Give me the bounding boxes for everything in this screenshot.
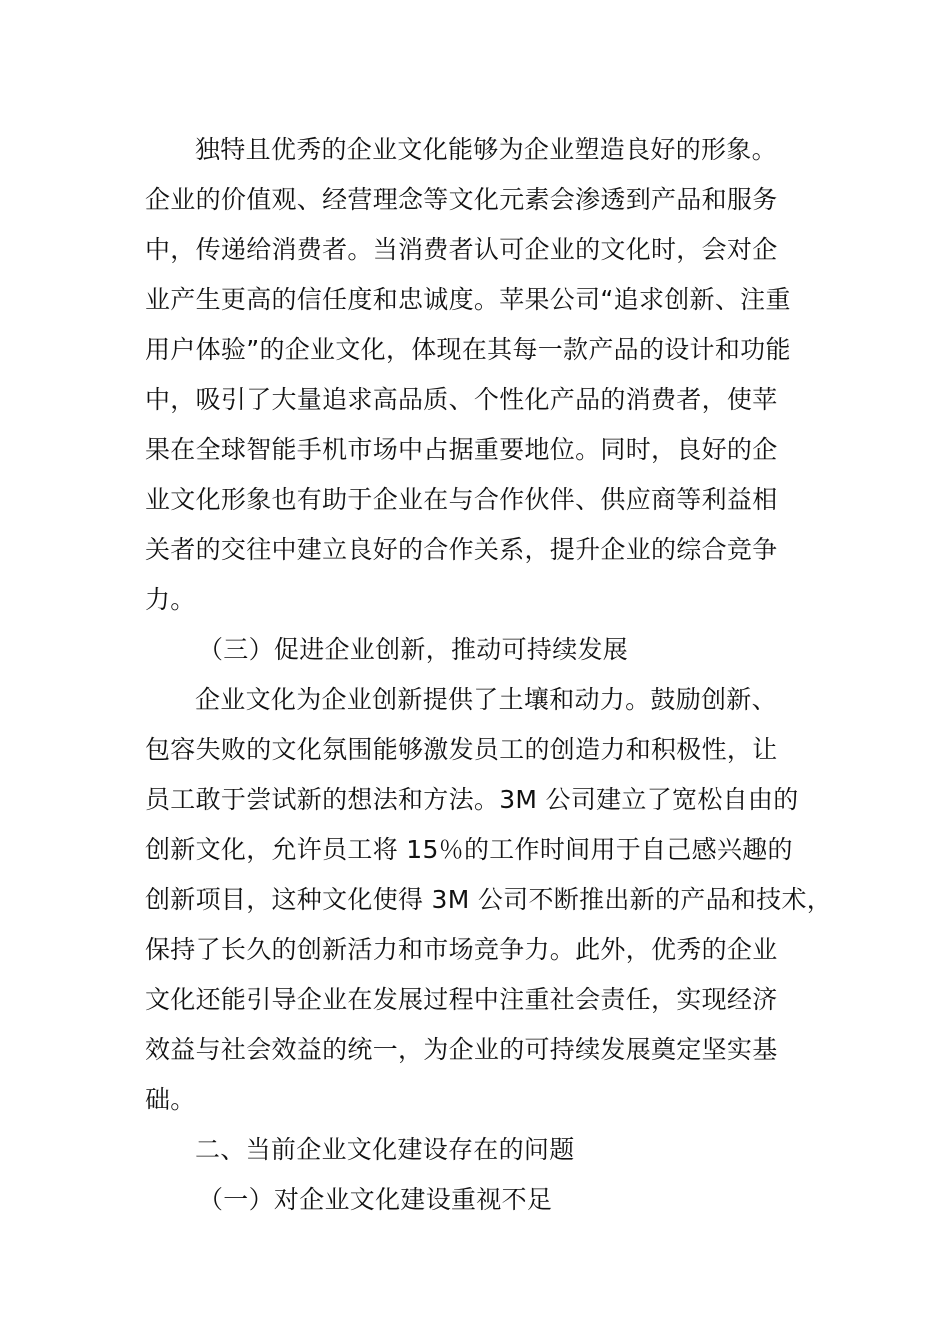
paragraph-line: 企业文化为企业创新提供了土壤和动力。鼓励创新、 [195, 685, 777, 714]
paragraph-line: 创新项目，这种文化使得 3M 公司不断推出新的产品和技术， [145, 885, 833, 914]
paragraph-line: 独特且优秀的企业文化能够为企业塑造良好的形象。 [195, 135, 777, 164]
paragraph-line: 创新文化，允许员工将 15％的工作时间用于自己感兴趣的 [145, 835, 793, 864]
paragraph-line: 业文化形象也有助于企业在与合作伙伴、供应商等利益相 [145, 485, 778, 514]
paragraph-line: 果在全球智能手机市场中占据重要地位。同时，良好的企 [145, 435, 778, 464]
paragraph-line: 员工敢于尝试新的想法和方法。3M 公司建立了宽松自由的 [145, 785, 799, 814]
paragraph-line: 业产生更高的信任度和忠诚度。苹果公司“追求创新、注重 [145, 285, 791, 314]
paragraph-line: 企业的价值观、经营理念等文化元素会渗透到产品和服务 [145, 185, 778, 214]
paragraph-line: 保持了长久的创新活力和市场竞争力。此外，优秀的企业 [145, 935, 778, 964]
section-heading: （三）促进企业创新，推动可持续发展 [198, 635, 629, 664]
paragraph-line: 中，吸引了大量追求高品质、个性化产品的消费者，使苹 [145, 385, 778, 414]
paragraph-line: 关者的交往中建立良好的合作关系，提升企业的综合竞争 [145, 535, 778, 564]
paragraph-line: 础。 [145, 1085, 196, 1114]
paragraph-line: 效益与社会效益的统一，为企业的可持续发展奠定坚实基 [145, 1035, 778, 1064]
paragraph-line: 用户体验”的企业文化，体现在其每一款产品的设计和功能 [145, 335, 791, 364]
chapter-heading: 二、当前企业文化建设存在的问题 [195, 1135, 575, 1164]
paragraph-line: 文化还能引导企业在发展过程中注重社会责任，实现经济 [145, 985, 778, 1014]
paragraph-line: 力。 [145, 585, 196, 614]
paragraph-line: 中，传递给消费者。当消费者认可企业的文化时，会对企 [145, 235, 778, 264]
paragraph-line: 包容失败的文化氛围能够激发员工的创造力和积极性，让 [145, 735, 778, 764]
section-heading: （一）对企业文化建设重视不足 [198, 1185, 553, 1214]
